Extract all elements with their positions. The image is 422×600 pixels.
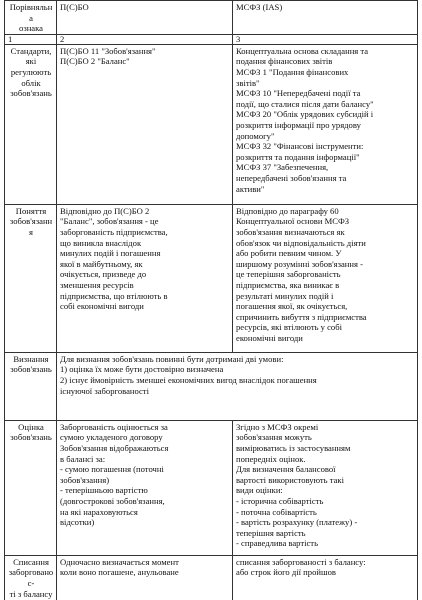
merged-cell: [57, 352, 418, 420]
comparison-table: [4, 0, 418, 600]
text-line: розкриття та подання інформації": [236, 151, 360, 162]
text-line: вимірюватись із застосуванням: [236, 442, 351, 453]
text-line: спричинить вибуття з підприємства: [236, 311, 367, 322]
table-row-derecognition: [5, 555, 418, 600]
text-line: - вартість розрахунку (платежу) -: [236, 517, 358, 528]
text-line: в балансі за:: [60, 453, 106, 464]
psbo-cell: [57, 44, 233, 204]
text-line: - історична собівартість: [236, 495, 324, 506]
text-line: Для визначення балансової: [236, 464, 336, 475]
text-line: регулюють: [10, 66, 52, 77]
text-line: події, що сталися після дати балансу": [236, 98, 374, 109]
text-line: МСФЗ 10 "Непередбачені події та: [236, 88, 361, 99]
text-line: вартості використовують такі: [236, 474, 344, 485]
text-line: Поняття: [15, 205, 47, 216]
msfz-cell: [233, 44, 418, 204]
text-line: допомогу": [236, 130, 275, 141]
text-line: які: [25, 56, 37, 67]
text-line: Списання: [13, 556, 49, 567]
text-line: подання фінансових звітів: [236, 56, 333, 67]
criterion-cell: [5, 204, 57, 352]
text-line: ресурсів, які втілюють у собі: [236, 322, 342, 333]
text-line: Стандарти,: [10, 45, 52, 56]
text-line: списання заборгованості з балансу:: [236, 556, 366, 567]
text-line: МСФЗ 20 "Облік урядових субсидій і: [236, 109, 374, 120]
number-row: [5, 34, 418, 44]
criterion-cell: [5, 420, 57, 555]
text-line: що виникла внаслідок: [60, 237, 142, 248]
table-row-recognition: [5, 352, 418, 420]
table-row-measurement: [5, 420, 418, 555]
text-line: сумою укладеного договору: [60, 432, 163, 443]
text-line: зобов'язання: [9, 216, 53, 237]
msfz-cell: [233, 204, 418, 352]
text-line: Концептуальної основи МСФЗ: [236, 216, 350, 227]
text-line: зобов'язань: [10, 88, 52, 99]
text-line: підприємства, яка виникає в: [236, 279, 340, 290]
text-line: погашення якої, як очікується,: [236, 301, 348, 312]
number-cell: 1: [5, 34, 57, 44]
header-line: Порівняльна: [9, 2, 53, 23]
text-line: Визнання: [13, 353, 49, 364]
text-line: очікується, призведе до: [60, 269, 147, 280]
psbo-cell: [57, 555, 233, 600]
text-line: Одночасно визначається момент: [60, 556, 179, 567]
text-line: Згідно з МСФЗ окремі: [236, 421, 319, 432]
text-line: зменшення ресурсів: [60, 279, 134, 290]
header-row: [5, 1, 418, 35]
text-line: зобов'язання): [60, 474, 110, 485]
text-line: облік: [21, 77, 41, 88]
number-cell: 2: [57, 34, 233, 44]
text-line: - теперішньою вартістю: [60, 485, 148, 496]
text-line: зобов'язань: [10, 364, 52, 375]
text-line: підприємства, що втілюють в: [60, 290, 168, 301]
text-line: - сумою погашення (поточні: [60, 464, 164, 475]
text-line: Концептуальна основа складання та: [236, 45, 369, 56]
text-line: зобов'язань: [10, 432, 52, 443]
text-line: теперішня вартість: [236, 527, 306, 538]
text-line: результаті минулих подій і: [236, 290, 334, 301]
text-line: Відповідно до параграфу 60: [236, 205, 339, 216]
text-line: якої в майбутньому, як: [60, 258, 143, 269]
text-line: минулих подій і погашення: [60, 248, 161, 259]
text-line: ширшому розумінні зобов'язання -: [236, 258, 363, 269]
msfz-cell: [233, 555, 418, 600]
text-line: звітів": [236, 77, 260, 88]
header-cell-psbo: П(С)БО: [57, 1, 233, 35]
text-line: - поточна собівартість: [236, 506, 317, 517]
text-line: це теперішня заборгованість: [236, 269, 341, 280]
text-line: ті з балансу: [9, 588, 53, 599]
text-line: або робити певним чином. У: [236, 248, 342, 259]
number-cell: 3: [233, 34, 418, 44]
text-line: види оцінки:: [236, 485, 283, 496]
text-line: розкриття інформації про урядову: [236, 119, 361, 130]
text-line: Заборгованість оцінюється за: [60, 421, 168, 432]
text-line: П(С)БО 11 "Зобов'язання": [60, 45, 156, 56]
psbo-cell: [57, 204, 233, 352]
msfz-cell: [233, 420, 418, 555]
text-line: Для визнання зобов'язань повинні бути дотримані дві умови:: [60, 353, 284, 364]
text-line: МСФЗ 32 "Фінансові інструменти:: [236, 141, 364, 152]
text-line: непередбачені зобов'язання та: [236, 172, 347, 183]
text-line: або строк його дії пройшов: [236, 567, 336, 578]
text-line: "Баланс", зобов'язання - це: [60, 216, 159, 227]
text-line: П(С)БО 2 "Баланс": [60, 56, 130, 67]
text-line: зобов'язання визначаються як: [236, 226, 345, 237]
text-line: - справедлива вартість: [236, 538, 318, 549]
text-line: на які нараховуються: [60, 506, 138, 517]
criterion-cell: [5, 352, 57, 420]
text-line: коли воно погашене, анульоване: [60, 567, 179, 578]
text-line: відсотки): [60, 517, 95, 528]
text-line: Відповідно до П(С)БО 2: [60, 205, 150, 216]
text-line: Зобов'язання відображаються: [60, 442, 169, 453]
table-row-standards: [5, 44, 418, 204]
header-cell-msfz: МСФЗ (IAS): [233, 1, 418, 35]
text-line: існуючої заборгованості: [60, 385, 149, 396]
psbo-cell: [57, 420, 233, 555]
text-line: МСФЗ 37 "Забезпечення,: [236, 162, 329, 173]
text-line: зобов'язання можуть: [236, 432, 312, 443]
text-line: (довгострокові зобов'язання,: [60, 495, 165, 506]
criterion-cell: [5, 555, 57, 600]
text-line: економічні вигоди: [236, 332, 303, 343]
text-line: попередніх оцінок.: [236, 453, 306, 464]
text-line: заборгованість підприємства,: [60, 226, 168, 237]
text-line: 1) оцінка їх може бути достовірно визначена: [60, 364, 224, 375]
text-line: Оцінка: [18, 421, 44, 432]
text-line: собі економічні вигоди: [60, 301, 144, 312]
text-line: заборгованос-: [8, 567, 54, 588]
text-line: МСФЗ 1 "Подання фінансових: [236, 66, 349, 77]
table-row-concept: [5, 204, 418, 352]
header-cell-criterion: [5, 1, 57, 35]
text-line: обов'язок чи відповідальність діяти: [236, 237, 366, 248]
text-line: активи": [236, 183, 265, 194]
text-line: 2) існує ймовірність зменшеі економічних вигод внаслідок погашення: [60, 374, 317, 385]
criterion-cell: [5, 44, 57, 204]
header-line: ознака: [19, 23, 43, 34]
